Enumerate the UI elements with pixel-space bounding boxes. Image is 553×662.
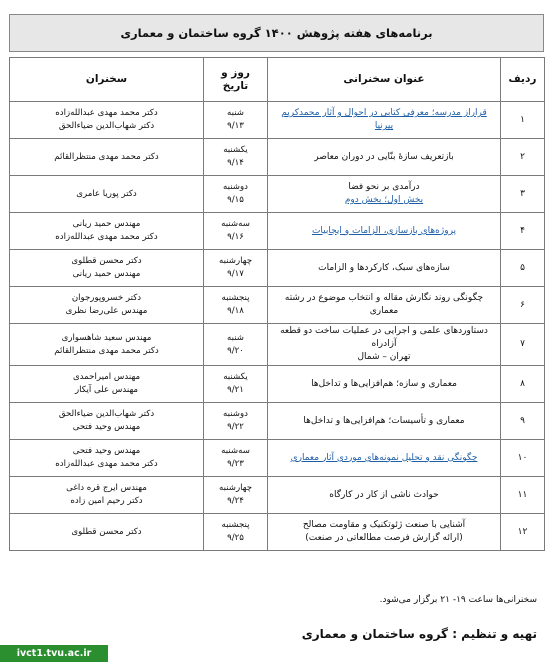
- date-value: ۹/۲۵: [227, 533, 244, 543]
- table-row: [10, 176, 545, 213]
- date-value: ۹/۱۸: [227, 306, 244, 316]
- header-date: [204, 58, 268, 102]
- day-name: شنبه: [227, 332, 244, 343]
- date-cell: [204, 514, 268, 551]
- speaker-cell: [10, 176, 204, 213]
- talk-topic: سازه‌های سبک، کارکردها و الزامات: [318, 262, 450, 273]
- talk-topic-cell: [268, 287, 501, 324]
- row-index: ۳: [501, 176, 545, 213]
- speaker-name: دکتر محسن قطلوی: [71, 256, 142, 266]
- day-name: پنجشنبه: [221, 293, 250, 303]
- table-row: [10, 102, 545, 139]
- table-row: [10, 514, 545, 551]
- day-name: دوشنبه: [223, 409, 248, 419]
- speaker-cell: [10, 287, 204, 324]
- speaker-name: مهندس حمید ریانی: [72, 219, 141, 229]
- table-row: [10, 139, 545, 176]
- date-value: ۹/۲۳: [227, 459, 244, 469]
- speaker-name: مهندس علی آیکار: [74, 385, 139, 395]
- talk-topic-cell: [268, 102, 501, 139]
- row-index: ۲: [501, 139, 545, 176]
- talk-topic-cell: [268, 440, 501, 477]
- date-value: ۹/۲۲: [227, 422, 244, 432]
- header-speaker: سخنران: [10, 58, 204, 102]
- speaker-cell: [10, 139, 204, 176]
- talk-topic-cell: [268, 213, 501, 250]
- speaker-name: دکتر شهاب‌الدین ضیاءالحق: [58, 409, 155, 419]
- table-row: [10, 477, 545, 514]
- speaker-name: دکتر رحیم امین زاده: [70, 496, 143, 506]
- page-title: برنامه‌های هفته پژوهش ۱۴۰۰ گروه ساختمان و معماری: [9, 14, 544, 52]
- row-index: ۹: [501, 403, 545, 440]
- table-row: [10, 366, 545, 403]
- day-name: شنبه: [227, 108, 244, 118]
- footer-credit: تهیه و تنظیم : گروه ساختمان و معماری: [301, 627, 537, 641]
- speaker-cell: [10, 403, 204, 440]
- speaker-cell: [10, 213, 204, 250]
- day-name: پنجشنبه: [221, 520, 250, 530]
- speaker-name: دکتر محمد مهدی عبدالله‌زاده: [55, 232, 158, 242]
- schedule-document: [9, 14, 544, 551]
- day-name: یکشنبه: [223, 372, 248, 382]
- speaker-name: مهندس وحید فتحی: [72, 422, 141, 432]
- header-date-line1: روز و: [221, 66, 250, 79]
- talk-topic: بازتعریف سازهٔ بنّایی در دوران معاصر: [314, 151, 454, 162]
- table-row: [10, 324, 545, 366]
- row-index: ۸: [501, 366, 545, 403]
- talk-topic: دستاوردهای علمی و اجرایی در عملیات ساخت دو قطعه آزادراه: [280, 326, 488, 349]
- date-value: ۹/۱۷: [227, 269, 244, 279]
- date-value: ۹/۱۵: [227, 195, 244, 205]
- date-cell: [204, 250, 268, 287]
- talk-topic-line2: تهران – شمال: [357, 352, 411, 362]
- date-cell: [204, 287, 268, 324]
- talk-topic-cell: [268, 250, 501, 287]
- talk-topic-cell: [268, 324, 501, 366]
- date-value: ۹/۲۱: [227, 385, 244, 395]
- speaker-name: دکتر خسروپورجوان: [71, 293, 142, 303]
- speaker-name: مهندس ایرج قره داغی: [66, 483, 147, 493]
- header-topic: عنوان سخنرانی: [268, 58, 501, 102]
- day-name: سه‌شنبه: [221, 446, 250, 456]
- schedule-table: [9, 57, 545, 551]
- date-cell: [204, 139, 268, 176]
- day-name: یکشنبه: [223, 145, 248, 155]
- speaker-cell: [10, 514, 204, 551]
- date-cell: [204, 440, 268, 477]
- speaker-name: دکتر پوریا عامری: [76, 188, 137, 199]
- speaker-name: مهندس امیراحمدی: [72, 372, 141, 382]
- date-cell: [204, 102, 268, 139]
- talk-topic-line2: (ارائه گزارش فرصت مطالعاتی در صنعت): [305, 533, 463, 543]
- speaker-cell: [10, 477, 204, 514]
- header-date-line2: تاریخ: [222, 79, 249, 92]
- table-row: [10, 250, 545, 287]
- speaker-cell: [10, 250, 204, 287]
- row-index: ۷: [501, 324, 545, 366]
- speaker-name: دکتر محمد مهدی عبدالله‌زاده: [55, 459, 158, 469]
- talk-topic-cell: [268, 176, 501, 213]
- date-cell: [204, 213, 268, 250]
- talk-topic: معماری و تأسیسات؛ هم‌افزایی‌ها و تداخل‌ها: [303, 415, 465, 426]
- date-value: ۹/۱۶: [227, 232, 244, 242]
- header-index: ردیف: [501, 58, 545, 102]
- day-name: چهارشنبه: [218, 256, 253, 266]
- row-index: ۵: [501, 250, 545, 287]
- date-value: ۹/۲۴: [227, 496, 244, 506]
- talk-topic: درآمدی بر نحو فضا: [348, 182, 420, 192]
- date-value: ۹/۱۴: [227, 158, 244, 168]
- date-cell: [204, 176, 268, 213]
- row-index: ۴: [501, 213, 545, 250]
- talk-topic-cell: [268, 477, 501, 514]
- talk-topic: آشنایی با صنعت ژئوتکنیک و مقاومت مصالح: [302, 520, 466, 530]
- day-name: سه‌شنبه: [221, 219, 250, 229]
- date-cell: [204, 403, 268, 440]
- day-name: چهارشنبه: [218, 483, 253, 493]
- talk-topic-cell: [268, 139, 501, 176]
- speaker-cell: [10, 324, 204, 366]
- row-index: ۱۲: [501, 514, 545, 551]
- site-watermark[interactable]: ivct1.tvu.ac.ir: [0, 645, 108, 662]
- talk-topic: چگونگی روند نگارش مقاله و انتخاب موضوع در رشته معماری: [284, 293, 484, 316]
- speaker-name: مهندس سعید شاهسواری: [61, 332, 152, 343]
- talk-topic-cell: [268, 514, 501, 551]
- date-cell: [204, 324, 268, 366]
- row-index: ۱۰: [501, 440, 545, 477]
- talk-topic-link[interactable]: قراراز مدرسه؛ معرفی کتابی در احوال و آثار محمدکریم پیرنیا: [281, 108, 487, 131]
- row-index: ۱: [501, 102, 545, 139]
- speaker-name: مهندس حمید ریانی: [72, 269, 141, 279]
- speaker-name: مهندس وحید فتحی: [72, 446, 141, 456]
- speaker-cell: [10, 366, 204, 403]
- talk-topic: حوادث ناشی از کار در کارگاه: [329, 489, 439, 500]
- date-value: ۹/۲۰: [227, 345, 244, 356]
- table-row: [10, 213, 545, 250]
- table-header-row: [10, 58, 545, 102]
- table-row: [10, 440, 545, 477]
- talk-topic-cell: [268, 366, 501, 403]
- row-index: ۱۱: [501, 477, 545, 514]
- talk-topic-link[interactable]: پروژه‌های بازسازی، الزامات و ایجابیات: [311, 225, 457, 236]
- speaker-name: دکتر محمد مهدی عبدالله‌زاده: [55, 108, 158, 118]
- table-row: [10, 403, 545, 440]
- date-cell: [204, 477, 268, 514]
- speaker-name: دکتر محسن قطلوی: [71, 526, 142, 537]
- speaker-name: دکتر شهاب‌الدین ضیاءالحق: [58, 121, 155, 131]
- speaker-name: دکتر محمد مهدی منتظرالقائم: [54, 151, 159, 162]
- talk-topic-link[interactable]: چگونگی نقد و تحلیل نمونه‌های موردی آثار معماری: [290, 452, 478, 463]
- speaker-cell: [10, 440, 204, 477]
- date-value: ۹/۱۳: [227, 121, 244, 131]
- date-cell: [204, 366, 268, 403]
- table-row: [10, 287, 545, 324]
- day-name: دوشنبه: [223, 182, 248, 192]
- talk-topic-cell: [268, 403, 501, 440]
- talk-topic: معماری و سازه؛ هم‌افزایی‌ها و تداخل‌ها: [311, 378, 457, 389]
- speaker-cell: [10, 102, 204, 139]
- speaker-name: دکتر محمد مهدی منتظرالقائم: [54, 345, 159, 356]
- talk-topic-line2[interactable]: بخش اول؛ بخش دوم: [344, 195, 424, 205]
- time-note: سخنرانی‌ها ساعت ۱۹- ۲۱ برگزار می‌شود.: [379, 595, 537, 605]
- row-index: ۶: [501, 287, 545, 324]
- speaker-name: مهندس علی‌رضا نظری: [65, 306, 148, 316]
